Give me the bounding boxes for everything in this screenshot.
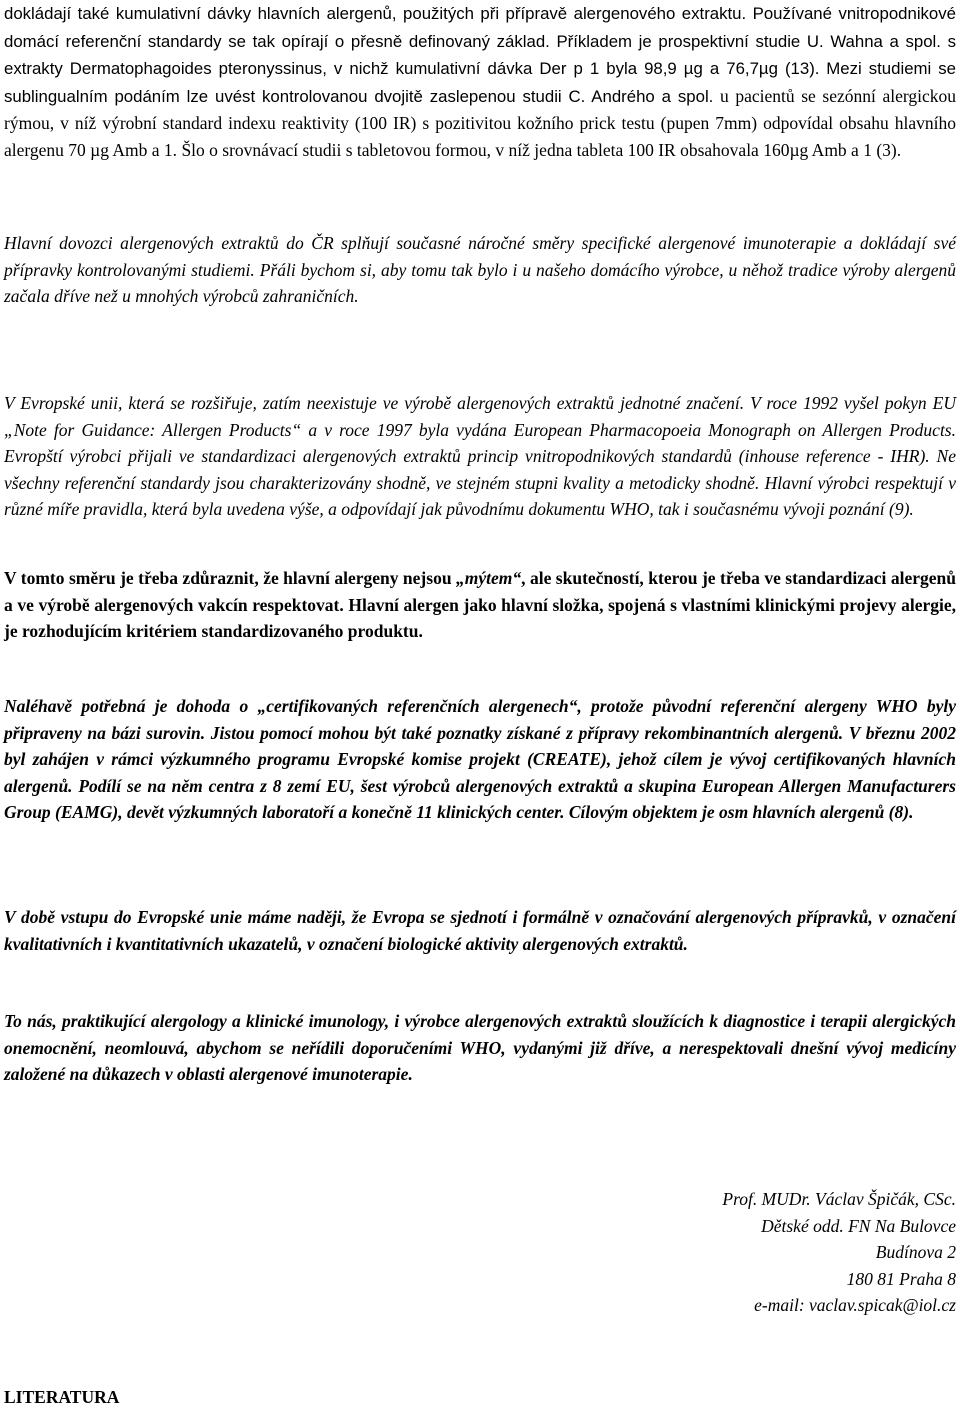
author-name: Prof. MUDr. Václav Špičák, CSc. <box>722 1189 956 1209</box>
paragraph-text: , ale skutečností, kterou je třeba ve standardizaci alergenů a ve výrobě alergenových vakcín respektovat. Hlavní alergen jako hlavní složka, spojená s vlastními klinickými projevy alergie, je rozhodujícím kritériem standardizovaného produktu. <box>4 568 956 641</box>
paragraph-text: dokládají také kumulativní dávky hlavních alergenů, použitých při přípravě alergenového extraktu. Používané vnitropodnikové domácí referenční standardy se tak opírají o přesně definovaný základ. Příkladem je prospektivní studie U. Wahna a spol. s extrakty Dermatophagoides pteronyssinus, v nichž kumulativní dávka Der p 1 byla 98,9 µg a 76,7µg (13). <box>4 4 956 78</box>
paragraph-conclusion: To nás, praktikující alergology a klinické imunology, i výrobce alergenových extraktů sloužících k diagnostice i terapii alergických onemocnění, neomlouvá, abychom se neřídili doporučeními WHO, vydanými již dříve, a nerespektovali dnešní vývoj medicíny založené na důkazech v oblasti alergenové imunoterapie. <box>4 1011 956 1084</box>
author-city: 180 81 Praha 8 <box>846 1268 956 1289</box>
author-street: Budínova 2 <box>875 1242 956 1262</box>
paragraph-text: Šlo o srovnávací studii s tabletovou formou, v níž jedna tableta 100 IR obsahovala 160µg Amb a 1 (3). <box>181 139 902 160</box>
paragraph-certified-references: Naléhavě potřebná je dohoda o „certifikovaných referenčních alergenech“, protože původní referenční alergeny WHO byly připraveny na bázi surovin. Jistou pomocí mohou být také poznatky získané z přípravy rekombinantních alergenů. V březnu 2002 byl zahájen v rámci výzkumného programu Evropské komise projekt (CREATE), jehož cílem je vývoj certifikovaných hlavních alergenů. Podílí se na něm centra z 8 zemí EU, šest výrobců alergenových extraktů a skupina European Allergen Manufacturers Group (EAMG), devět výzkumných laboratoří a konečně 11 klinických center. Cílovým objektem je osm hlavních alergenů (8). <box>4 696 956 822</box>
paragraph-text: V tomto směru je třeba zdůraznit, že hlavní alergeny nejsou <box>4 568 457 588</box>
paragraph-text: u pacientů se sezónní alergickou rýmou, v níž výrobní standard indexu reaktivity (100 IR) s pozitivitou kožního prick testu (pupen 7mm) odpovídal obsahu hlavního alergenu 70 µg Amb a 1. <box>4 85 957 160</box>
paragraph-allergen-standards <box>4 0 956 163</box>
paragraph-importers: Hlavní dovozci alergenových extraktů do ČR splňují současné náročné směry specifické alergenové imunoterapie a dokládají své přípravky kontrolovanými studiemi. Přáli bychom si, aby tomu tak bylo i u našeho domácího výrobce, u něhož tradice výroby alergenů začala dříve než u mnohých výrobců zahraničních. <box>4 233 956 306</box>
emphasis-text: „mýtem“ <box>456 568 522 588</box>
paragraph-eu-accession: V době vstupu do Evropské unie máme naději, že Evropa se sjednotí i formálně v označování alergenových přípravků, v označení kvalitativních i kvantitativních ukazatelů, v označení biologické aktivity alergenových extraktů. <box>4 907 956 954</box>
paragraph-eu-labeling: V Evropské unii, která se rozšiřuje, zatím neexistuje ve výrobě alergenových extraktů jednotné značení. V roce 1992 vyšel pokyn EU „Note for Guidance: Allergen Products“ a v roce 1997 byla vydána European Pharmacopoeia Monograph on Allergen Products. Evropští výrobci přijali ve standardizaci alergenových extraktů princip vnitropodnikových standardů (inhouse reference - IHR). Ne všechny referenční standardy jsou charakterizovány shodně, ve stejném stupni kvality a metodicky shodně. Hlavní výrobci respektují v různé míře pravidla, která byla uvedena výše, a odpovídají jak původnímu dokumentu WHO, tak i současnému vývoji poznání (9). <box>4 393 956 519</box>
author-department: Dětské odd. FN Na Bulovce <box>761 1215 956 1236</box>
paragraph-text: Mezi studiemi se sublingualním podáním lze uvést kontrolovanou dvojitě zaslepenou studii C. Andrého a spol. <box>4 59 957 106</box>
author-signature <box>722 1186 956 1319</box>
paragraph-main-allergens <box>4 565 956 645</box>
author-email[interactable]: e-mail: vaclav.spicak@iol.cz <box>754 1295 956 1315</box>
references-heading: LITERATURA <box>4 1387 120 1407</box>
